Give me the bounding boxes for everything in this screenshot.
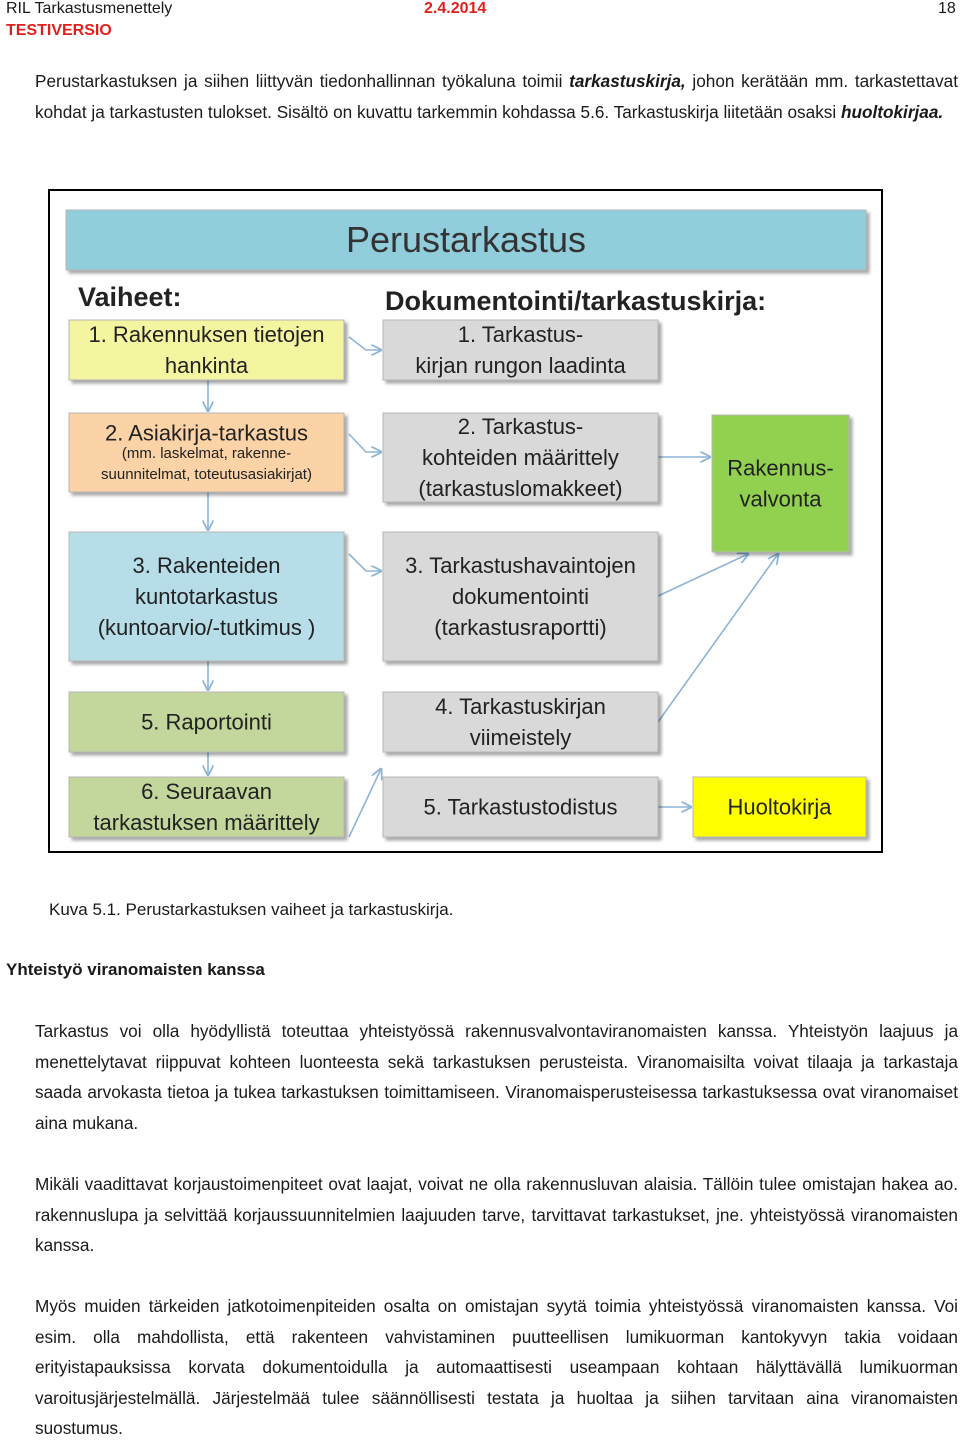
rakennusvalvonta-line-2: valvonta — [739, 486, 822, 512]
phase-box-2-note-1: (mm. laskelmat, rakenne- — [121, 445, 292, 462]
body-paragraph-2: Mikäli vaadittavat korjaustoimenpiteet ovat laajat, voivat ne olla rakennusluvan alaisia. Tällöin tulee omistajan hakea ao. rakennuslupa ja selvittää korjaussuunnitelmien laajuuden tarve, tarvittavat tarkastukset, jne. yhteistyössä viranomaisten kanssa. — [35, 1174, 958, 1255]
documentation-box-4-line-2: viimeistely — [469, 725, 572, 751]
document-date: 2.4.2014 — [424, 0, 487, 17]
documentation-box-5-line-1: 5. Tarkastustodistus — [423, 794, 618, 820]
process-diagram — [48, 189, 884, 854]
phase-box-1-line-2: hankinta — [164, 353, 249, 379]
phase-box-2-line-1: 2. Asiakirja-tarkastus — [105, 420, 308, 446]
phase-box-1-line-1: 1. Rakennuksen tietojen — [88, 322, 325, 348]
page-number: 18 — [938, 0, 956, 17]
phase-box-3-line-3: (kuntoarvio/-tutkimus ) — [97, 615, 316, 641]
body-paragraph-3: Myös muiden tärkeiden jatkotoimenpiteiden osalta on omistajan syytä toimia yhteistyössä viranomaisten kanssa. Voi esim. olla mahdollista, että rakenteen vahvistaminen puutteellisen lumikuorman kantokyvyn takia voidaan erityistapauksissa korvata dokumentoidulla ja automaattisesti useampaan kohtaan hälyttävällä lumikuorman varoitusjärjestelmällä. Järjestelmää tulee säännöllisesti testata ja huoltaa ja siihen tarvitaan aina viranomaisten suostumus. — [35, 1296, 958, 1438]
phase-box-2-note-2: suunnitelmat, toteutusasiakirjat) — [101, 466, 312, 483]
rakennusvalvonta-box — [712, 415, 849, 552]
intro-text-1: Perustarkastuksen ja siihen liittyvän tiedonhallinnan työkaluna toimii — [35, 71, 570, 91]
phase-box-5-line-1: 6. Seuraavan — [141, 779, 272, 805]
phase-box-3-line-1: 3. Rakenteiden — [132, 553, 281, 579]
documentation-box-2-line-3: (tarkastuslomakkeet) — [418, 476, 623, 502]
documentation-box-4-line-1: 4. Tarkastuskirjan — [435, 694, 606, 720]
intro-paragraph — [35, 66, 958, 127]
documentation-box-2-line-1: 2. Tarkastus- — [457, 414, 584, 440]
documentation-box-3-line-1: 3. Tarkastushavaintojen — [405, 553, 636, 579]
documentation-box-3-line-3: (tarkastusraportti) — [434, 615, 607, 641]
phase-box-5-line-2: tarkastuksen määrittely — [93, 810, 320, 836]
figure-caption: Kuva 5.1. Perustarkastuksen vaiheet ja tarkastuskirja. — [49, 900, 454, 919]
diagram-title: Perustarkastus — [345, 219, 587, 260]
rakennusvalvonta-line-1: Rakennus- — [727, 455, 834, 481]
phase-box-4-line-1: 5. Raportointi — [141, 709, 272, 735]
intro-emphasis-tarkastuskirja: tarkastuskirja, — [569, 71, 686, 91]
huoltokirja-line-1: Huoltokirja — [727, 794, 832, 820]
intro-emphasis-huoltokirja: huoltokirjaa. — [841, 101, 944, 122]
documentation-box-1-line-2: kirjan rungon laadinta — [415, 353, 626, 379]
documentation-box-2-line-2: kohteiden määrittely — [422, 445, 619, 471]
documentation-box-3-line-2: dokumentointi — [452, 584, 589, 610]
body-paragraph-1: Tarkastus voi olla hyödyllistä toteuttaa yhteistyössä rakennusvalvontaviranomaisten kanssa. Yhteistyön laajuus ja menettelytavat riippuvat kohteen luonteesta sekä tarkastuksen perusteista. Viranomaisilta voivat tilaaja ja tarkastaja saada arvokasta tietoa ja tukea tarkastuksen toimittamiseen. Viranomaisperusteisessa tarkastuksessa ovat viranomaiset aina mukana. — [35, 1021, 958, 1133]
intro-text-2: johon kerätään mm. tarkastettavat kohdat ja tarkastusten tulokset. Sisältö on kuvattu tarkemmin kohdassa 5.6. Tarkastuskirja liitetään osaksi — [35, 71, 958, 122]
phase-box-3-line-2: kuntotarkastus — [134, 584, 279, 610]
documentation-box-1-line-1: 1. Tarkastus- — [457, 322, 584, 348]
version-label: TESTIVERSIO — [6, 22, 112, 39]
documentation-heading: Dokumentointi/tarkastuskirja: — [385, 286, 767, 316]
section-heading: Yhteistyö viranomaisten kanssa — [6, 960, 265, 979]
phases-heading: Vaiheet: — [78, 282, 182, 312]
document-title: RIL Tarkastusmenettely — [6, 0, 173, 17]
